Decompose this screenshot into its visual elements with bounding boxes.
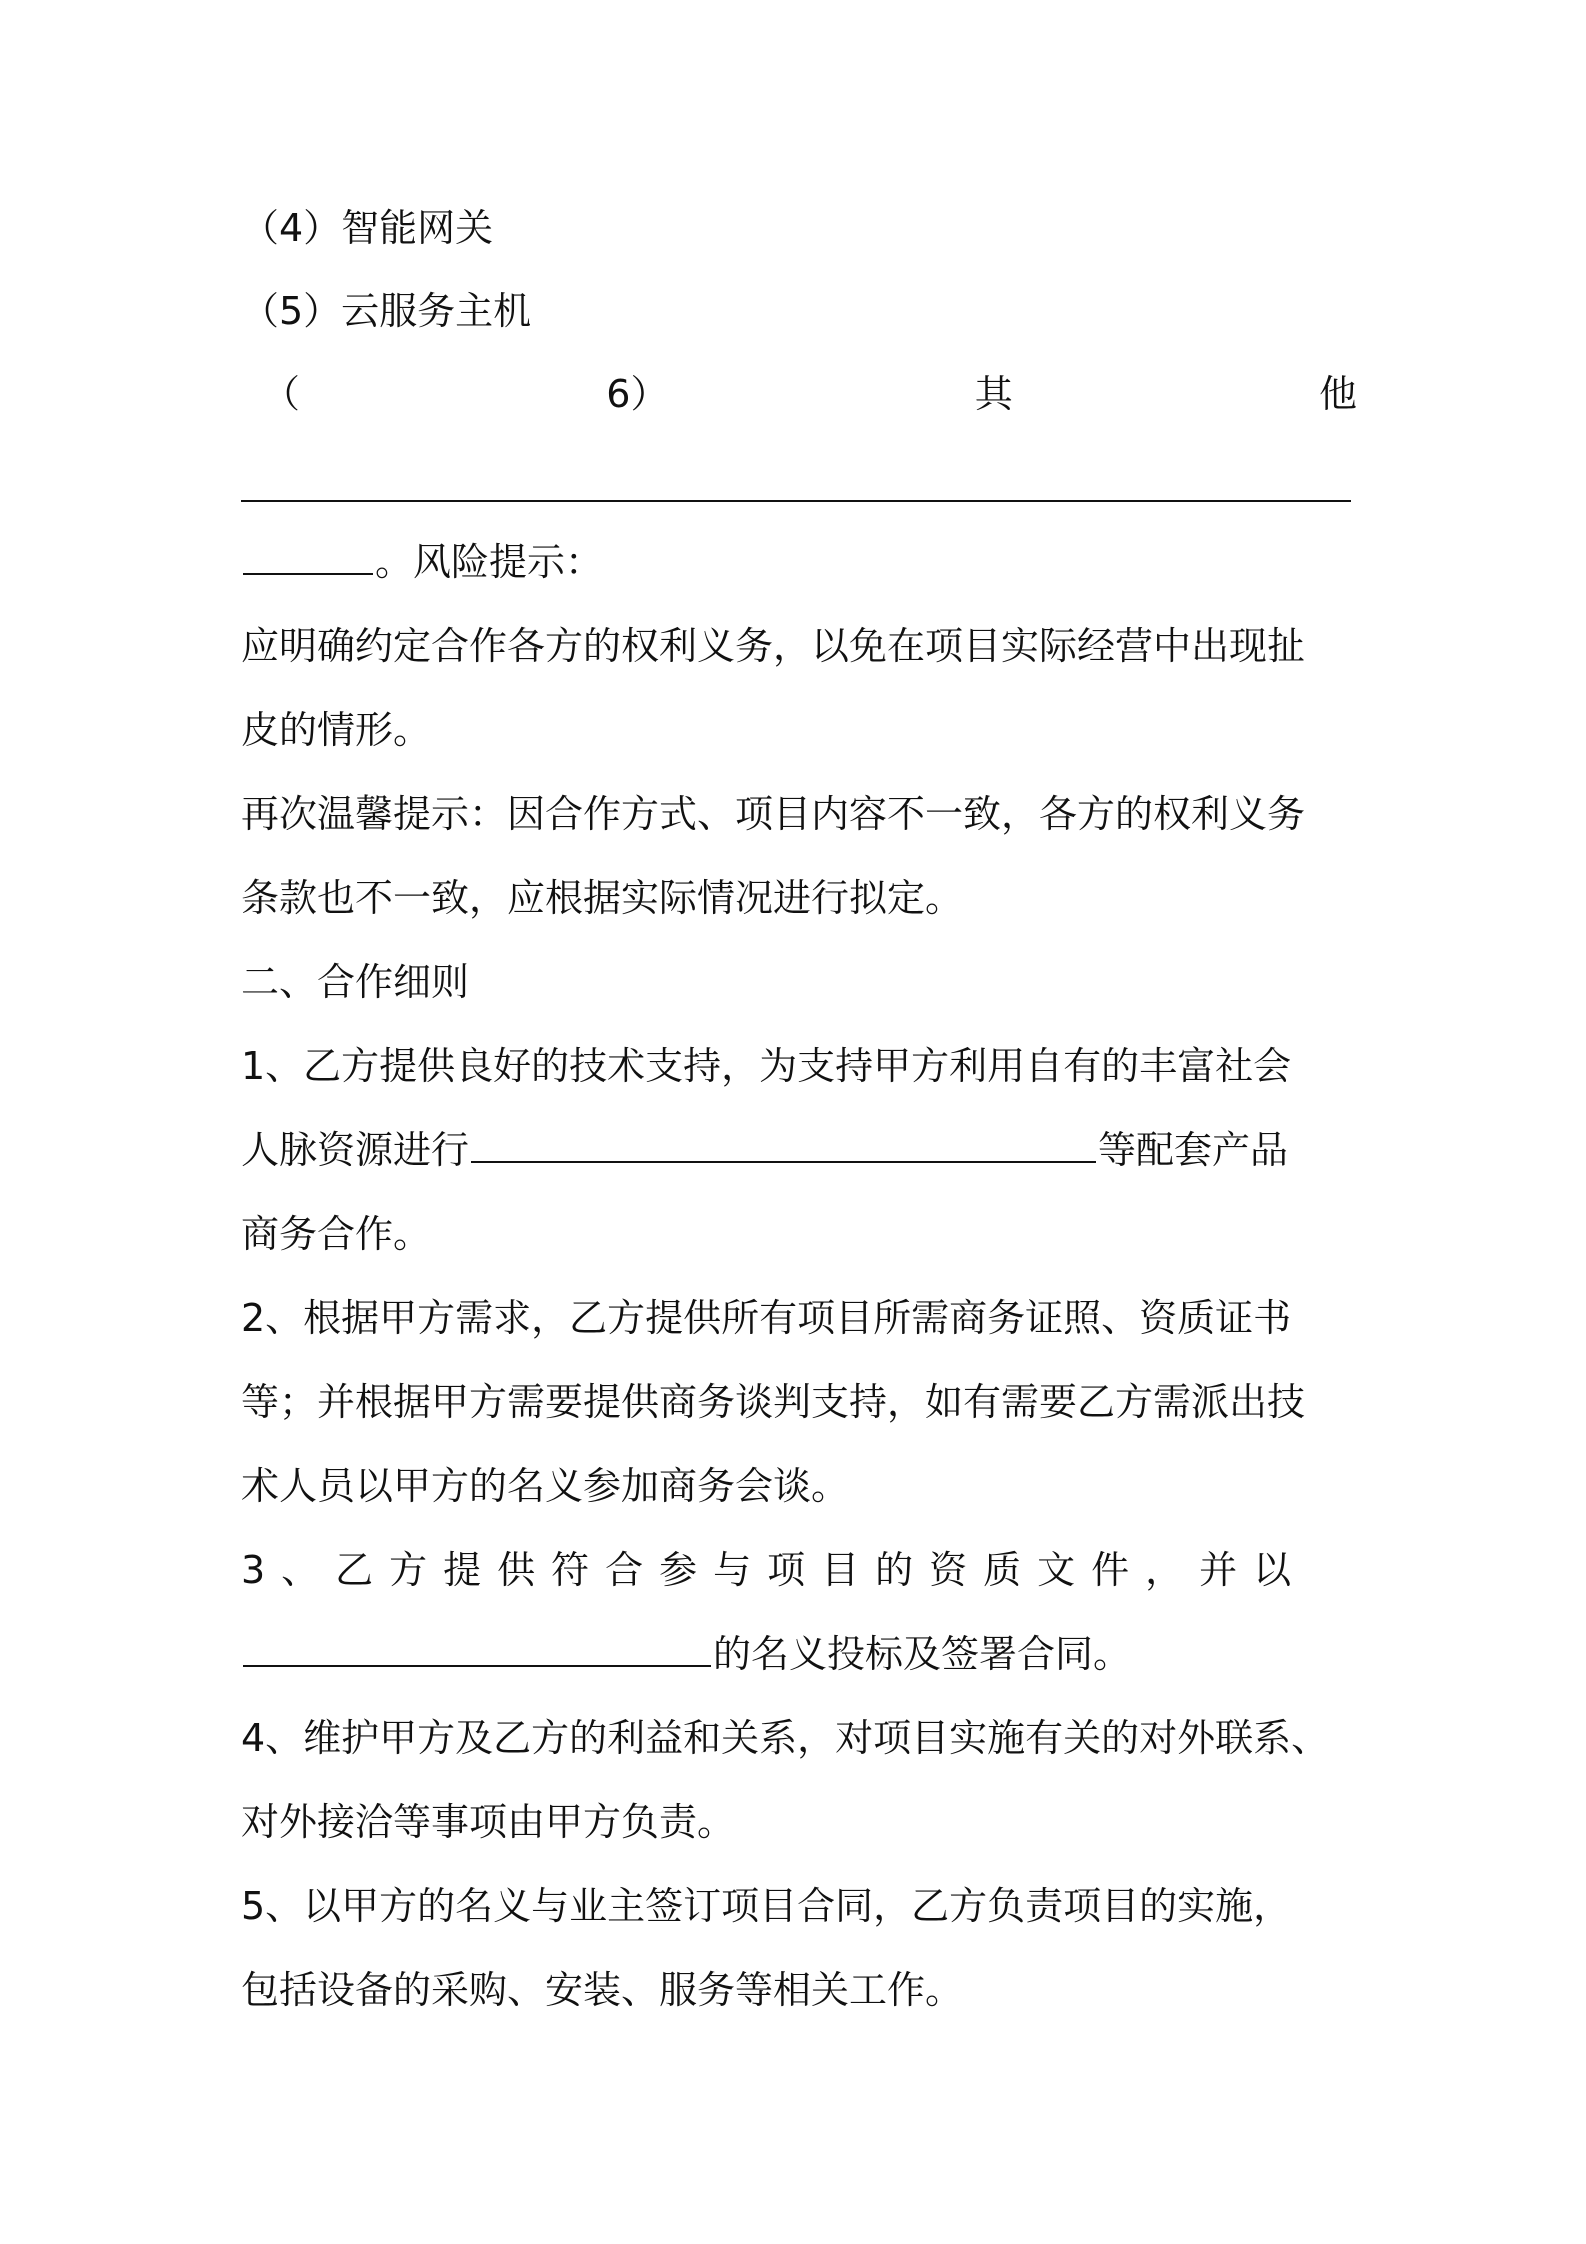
clause-1-line-2 xyxy=(241,1125,1361,1175)
item-6 xyxy=(262,369,1357,419)
item-6-part: 他 xyxy=(1318,372,1357,416)
clause-5-line-1: 5、以甲方的名义与业主签订项目合同，乙方负责项目的实施， xyxy=(241,1884,1292,1928)
section-title: 二、合作细则 xyxy=(241,960,470,1004)
blank-fill-line xyxy=(471,1127,1096,1163)
item-6-part: 其 xyxy=(974,372,1013,416)
clause-1-line-3: 商务合作。 xyxy=(241,1212,432,1256)
clause-3-line-1: 3、乙方提供符合参与项目的资质文件，并以 xyxy=(241,1548,1308,1592)
clause-3-text: 的名义投标及签署合同。 xyxy=(713,1632,1132,1676)
risk-heading xyxy=(241,537,1361,587)
clause-2-line-1: 2、根据甲方需求，乙方提供所有项目所需商务证照、资质证书 xyxy=(241,1296,1292,1340)
blank-fill-line xyxy=(243,1631,711,1667)
blank-fill-line xyxy=(241,500,1351,502)
reminder-line-2: 条款也不一致，应根据实际情况进行拟定。 xyxy=(241,876,964,920)
blank-fill-line xyxy=(243,539,373,575)
risk-label: 。风险提示： xyxy=(375,540,604,584)
item-6-part: （ xyxy=(262,372,301,416)
item-6-part: 6） xyxy=(606,372,669,416)
clause-2-line-2: 等；并根据甲方需要提供商务谈判支持，如有需要乙方需派出技 xyxy=(241,1380,1306,1424)
item-5: （5）云服务主机 xyxy=(241,289,532,333)
clause-5-line-2: 包括设备的采购、安装、服务等相关工作。 xyxy=(241,1968,964,2012)
clause-1-text: 等配套产品 xyxy=(1098,1128,1289,1172)
clause-4-line-2: 对外接洽等事项由甲方负责。 xyxy=(241,1800,736,1844)
clause-2-line-3: 术人员以甲方的名义参加商务会谈。 xyxy=(241,1464,850,1508)
item-4: （4）智能网关 xyxy=(241,206,494,250)
reminder-line-1: 再次温馨提示：因合作方式、项目内容不一致，各方的权利义务 xyxy=(241,792,1306,836)
clause-1-line-1: 1、乙方提供良好的技术支持，为支持甲方利用自有的丰富社会 xyxy=(241,1044,1292,1088)
clause-3-line-2 xyxy=(241,1629,1361,1679)
risk-line-2: 皮的情形。 xyxy=(241,708,432,752)
risk-line-1: 应明确约定合作各方的权利义务，以免在项目实际经营中出现扯 xyxy=(241,624,1306,668)
clause-4-line-1: 4、维护甲方及乙方的利益和关系，对项目实施有关的对外联系、 xyxy=(241,1716,1330,1760)
clause-1-text: 人脉资源进行 xyxy=(241,1128,470,1172)
